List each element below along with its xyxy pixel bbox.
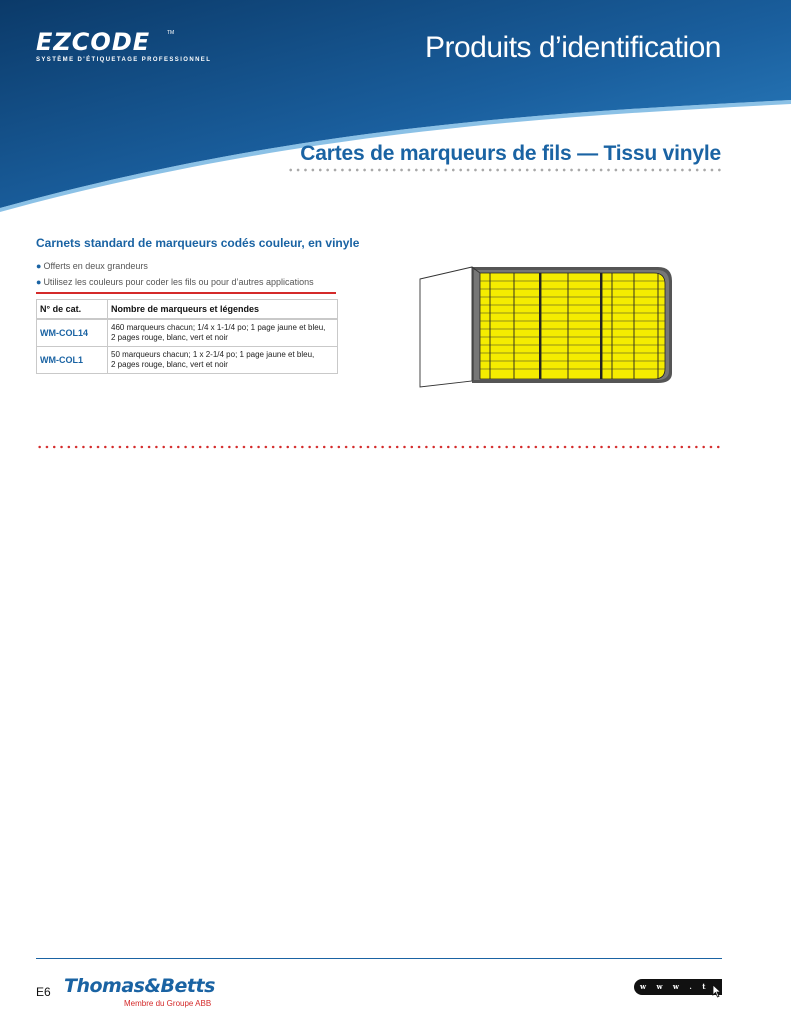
list-item-text: Utilisez les couleurs pour coder les fils ou pour d’autres applications: [43, 277, 314, 287]
column-header: Nombre de marqueurs et légendes: [108, 300, 338, 320]
subheading: Carnets standard de marqueurs codés couleur, en vinyle: [36, 236, 360, 250]
table-row: [37, 319, 338, 347]
feature-list: [36, 258, 314, 290]
catalog-code: WM-COL14: [37, 319, 108, 347]
company-logo: Thomas&Betts: [64, 975, 215, 997]
column-header: N° de cat.: [37, 300, 108, 320]
table-row: [37, 347, 338, 374]
list-item-text: Offerts en deux grandeurs: [43, 261, 148, 271]
website-link[interactable]: w w w . t n b . c a: [634, 979, 722, 995]
table-header-row: [37, 300, 338, 320]
brand-wordmark: EZCODE: [36, 28, 151, 56]
brand-tagline: SYSTÈME D'ÉTIQUETAGE PROFESSIONNEL: [36, 57, 212, 63]
page-title: Produits d’identification: [424, 31, 721, 64]
trademark-mark: TM: [167, 30, 175, 36]
cursor-icon: [712, 984, 722, 998]
dotted-divider: [36, 445, 722, 449]
description-line: 460 marqueurs chacun; 1/4 x 1-1/4 po; 1 page jaune et bleu,: [111, 323, 326, 332]
list-item: [36, 258, 314, 274]
footer-rule: [36, 958, 722, 959]
description-line: 2 pages rouge, blanc, vert et noir: [111, 333, 228, 342]
dotted-divider: [287, 168, 721, 172]
red-rule: [36, 292, 336, 294]
bullet-icon: ●: [36, 261, 42, 271]
description-line: 2 pages rouge, blanc, vert et noir: [111, 360, 228, 369]
ezcode-logo: [36, 30, 211, 64]
wire-marker-book-illustration: [418, 263, 672, 389]
description-line: 50 marqueurs chacun; 1 x 2-1/4 po; 1 page jaune et bleu,: [111, 350, 315, 359]
company-subtitle: Membre du Groupe ABB: [124, 999, 212, 1008]
marker-description: [108, 319, 338, 347]
marker-description: [108, 347, 338, 374]
list-item: [36, 274, 314, 290]
section-title: Cartes de marqueurs de fils — Tissu vinyle: [300, 142, 721, 165]
page-number: E6: [36, 985, 51, 999]
catalog-table: [36, 299, 338, 374]
bullet-icon: ●: [36, 277, 42, 287]
catalog-code: WM-COL1: [37, 347, 108, 374]
